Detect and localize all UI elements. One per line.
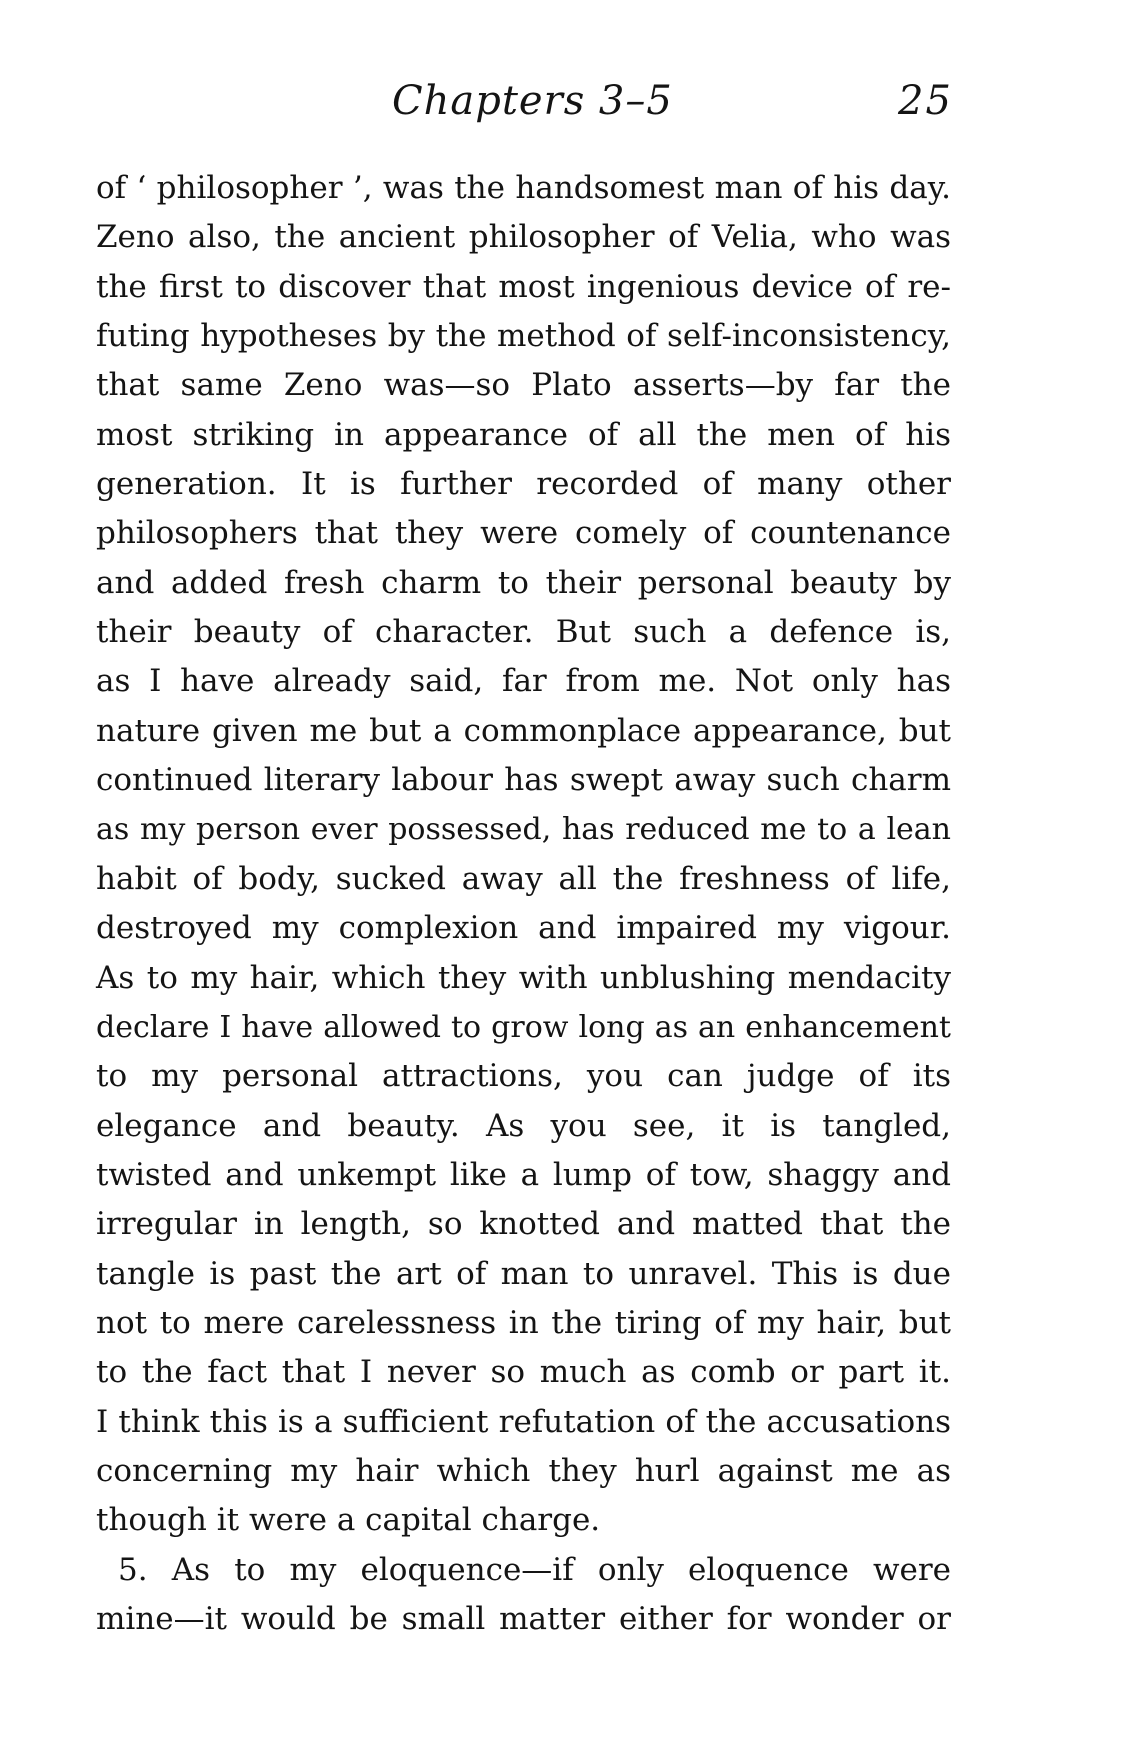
page-number: 25	[898, 78, 953, 124]
text-line: irregular in length, so knotted and matted that the	[96, 1206, 951, 1243]
text-line: Zeno also, the ancient philosopher of Velia, who was	[96, 219, 951, 256]
text-line: nature given me but a commonplace appearance, but	[96, 712, 951, 749]
text-line: generation. It is further recorded of many other	[96, 466, 951, 503]
text-line: continued literary labour has swept away such charm	[96, 762, 951, 799]
text-line: as my person ever possessed, has reduced me to a lean	[96, 812, 951, 848]
text-line: destroyed my complexion and impaired my vigour.	[96, 910, 951, 947]
text-line: twisted and unkempt like a lump of tow, shaggy and	[96, 1156, 951, 1193]
text-line: declare I have allowed to grow long as an enhancement	[96, 1009, 951, 1045]
text-line: most striking in appearance of all the men of his	[96, 416, 951, 453]
text-line: tangle is past the art of man to unravel. This is due	[96, 1255, 951, 1292]
text-line: philosophers that they were comely of countenance	[96, 515, 951, 552]
text-line: habit of body, sucked away all the freshness of life,	[96, 860, 951, 897]
text-line: their beauty of character. But such a defence is,	[96, 614, 951, 651]
chapter-title: Chapters 3–5	[392, 78, 673, 124]
paragraph-end-line: though it were a capital charge.	[96, 1502, 601, 1539]
text-line: that same Zeno was—so Plato asserts—by far the	[96, 367, 951, 404]
paragraph-start-line: 5. As to my eloquence—if only eloquence were	[118, 1551, 951, 1588]
text-line: and added fresh charm to their personal beauty by	[96, 564, 951, 601]
text-line: not to mere carelessness in the tiring of my hair, but	[96, 1304, 951, 1341]
text-line: to the fact that I never so much as comb or part it.	[96, 1354, 951, 1391]
text-line: elegance and beauty. As you see, it is tangled,	[96, 1107, 951, 1144]
running-head	[0, 78, 1130, 138]
text-line: As to my hair, which they with unblushing mendacity	[96, 959, 951, 996]
text-line: mine—it would be small matter either for wonder or	[96, 1600, 951, 1637]
text-line: futing hypotheses by the method of self-inconsistency,	[96, 318, 951, 355]
text-line: the first to discover that most ingenious device of re-	[96, 268, 951, 305]
text-line: to my personal attractions, you can judge of its	[96, 1058, 951, 1095]
text-line: concerning my hair which they hurl against me as	[96, 1452, 951, 1489]
body-text	[96, 164, 951, 1644]
text-line: as I have already said, far from me. Not only has	[96, 663, 951, 700]
text-line: of ‘ philosopher ’, was the handsomest man of his day.	[96, 170, 951, 206]
text-line: I think this is a sufficient refutation of the accusations	[96, 1403, 951, 1440]
